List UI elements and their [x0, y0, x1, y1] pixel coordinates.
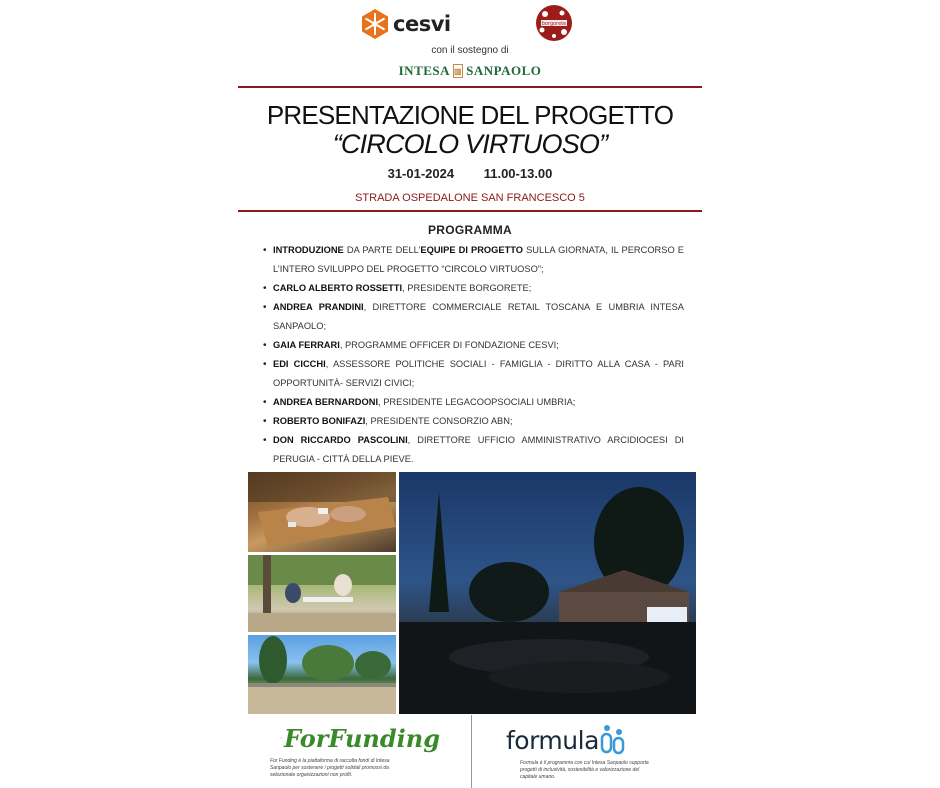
photo-table-hands	[248, 472, 396, 552]
forfunding-logo-text: ForFunding	[283, 723, 440, 753]
speaker-name: GAIA FERRARI	[273, 340, 340, 350]
speaker-name: DON RICCARDO PASCOLINI	[273, 435, 408, 445]
speaker-name: ROBERTO BONIFAZI	[273, 416, 366, 426]
speaker-role: , PROGRAMME OFFICER DI FONDAZIONE CESVI;	[339, 340, 559, 350]
list-item	[263, 298, 684, 336]
list-item	[263, 431, 684, 469]
cesvi-logo	[360, 6, 460, 42]
intesa-logo-icon: ▥	[453, 64, 463, 78]
heart-icon	[280, 727, 282, 749]
list-item	[263, 241, 684, 279]
intesa-sanpaolo-logo	[400, 60, 540, 82]
speaker-name: INTRODUZIONE	[273, 245, 344, 255]
speaker-role: , DIRETTORE UFFICIO AMMINISTRATIVO ARCIDIOCESI DI PERUGIA - CITTÀ DELLA PIEVE.	[273, 435, 684, 464]
list-item	[263, 355, 684, 393]
speaker-name: EQUIPE DI PROGETTO	[420, 245, 524, 255]
photo-outdoor-cinema	[399, 472, 696, 714]
borgorete-logo	[533, 4, 577, 44]
title-line-2: “CIRCOLO VIRTUOSO”	[332, 129, 608, 159]
forfunding-logo	[280, 716, 440, 760]
speaker-name: ANDREA PRANDINI	[273, 302, 364, 312]
svg-text:borgorete: borgorete	[541, 21, 567, 27]
forfunding-description: For Funding è la piattaforma di raccolta fondi di Intesa Sanpaolo per sostenere i progetti solidali promossi da selezionate organizzazioni non profit.	[270, 758, 390, 778]
speaker-name: EDI CICCHI	[273, 359, 326, 369]
photo-garden-people	[248, 555, 396, 632]
cesvi-logo-text: cesvi	[393, 12, 451, 36]
programma-list	[263, 241, 684, 469]
list-item	[263, 279, 684, 298]
speaker-role: , ASSESSORE POLITICHE SOCIALI - FAMIGLIA - DIRITTO ALLA CASA - PARI OPPORTUNITÀ- SERVIZI CIVICI;	[273, 359, 684, 388]
formula-logo	[506, 722, 627, 758]
speaker-name: CARLO ALBERTO ROSSETTI	[273, 283, 403, 293]
formula-people-icon	[599, 723, 627, 757]
top-divider	[238, 86, 702, 88]
photo-park-trees	[248, 635, 396, 714]
title-line-1: PRESENTAZIONE DEL PROGETTO	[266, 100, 674, 130]
speaker-name: ANDREA BERNARDONI	[273, 397, 379, 407]
bottom-divider	[238, 210, 702, 212]
sanpaolo-text: SANPAOLO	[466, 63, 542, 78]
intesa-text: INTESA	[398, 63, 451, 78]
sostegno-text: con il sostegno di	[431, 45, 509, 56]
speaker-role: , PRESIDENTE BORGORETE;	[402, 283, 532, 293]
borgorete-logo-icon	[533, 4, 577, 44]
speaker-role: , PRESIDENTE LEGACOOPSOCIALI UMBRIA;	[378, 397, 576, 407]
speaker-role: , DIRETTORE COMMERCIALE RETAIL TOSCANA E UMBRIA INTESA SANPAOLO;	[273, 302, 684, 331]
speaker-role: DA PARTE DELL’	[343, 245, 421, 255]
speaker-role: , PRESIDENTE CONSORZIO ABN;	[365, 416, 513, 426]
event-date: 31-01-2024	[387, 166, 455, 181]
event-datetime	[0, 166, 940, 181]
list-item	[263, 336, 684, 355]
event-address: STRADA OSPEDALONE SAN FRANCESCO 5	[355, 192, 585, 204]
footer-divider	[471, 715, 472, 788]
list-item	[263, 393, 684, 412]
formula-logo-text: formula	[506, 725, 599, 755]
programma-heading: PROGRAMMA	[427, 223, 513, 237]
formula-description: Formula è il programma con cui Intesa Sanpaolo supporta progetti di inclusività, sostenibilità e valorizzazione del capitale umano.	[520, 760, 649, 780]
event-time: 11.00-13.00	[483, 166, 553, 181]
speaker-role: SULLA GIORNATA, IL PERCORSO E L’INTERO SVILUPPO DEL PROGETTO “CIRCOLO VIRTUOSO”;	[273, 245, 684, 274]
list-item	[263, 412, 684, 431]
cesvi-logo-icon	[360, 8, 390, 40]
